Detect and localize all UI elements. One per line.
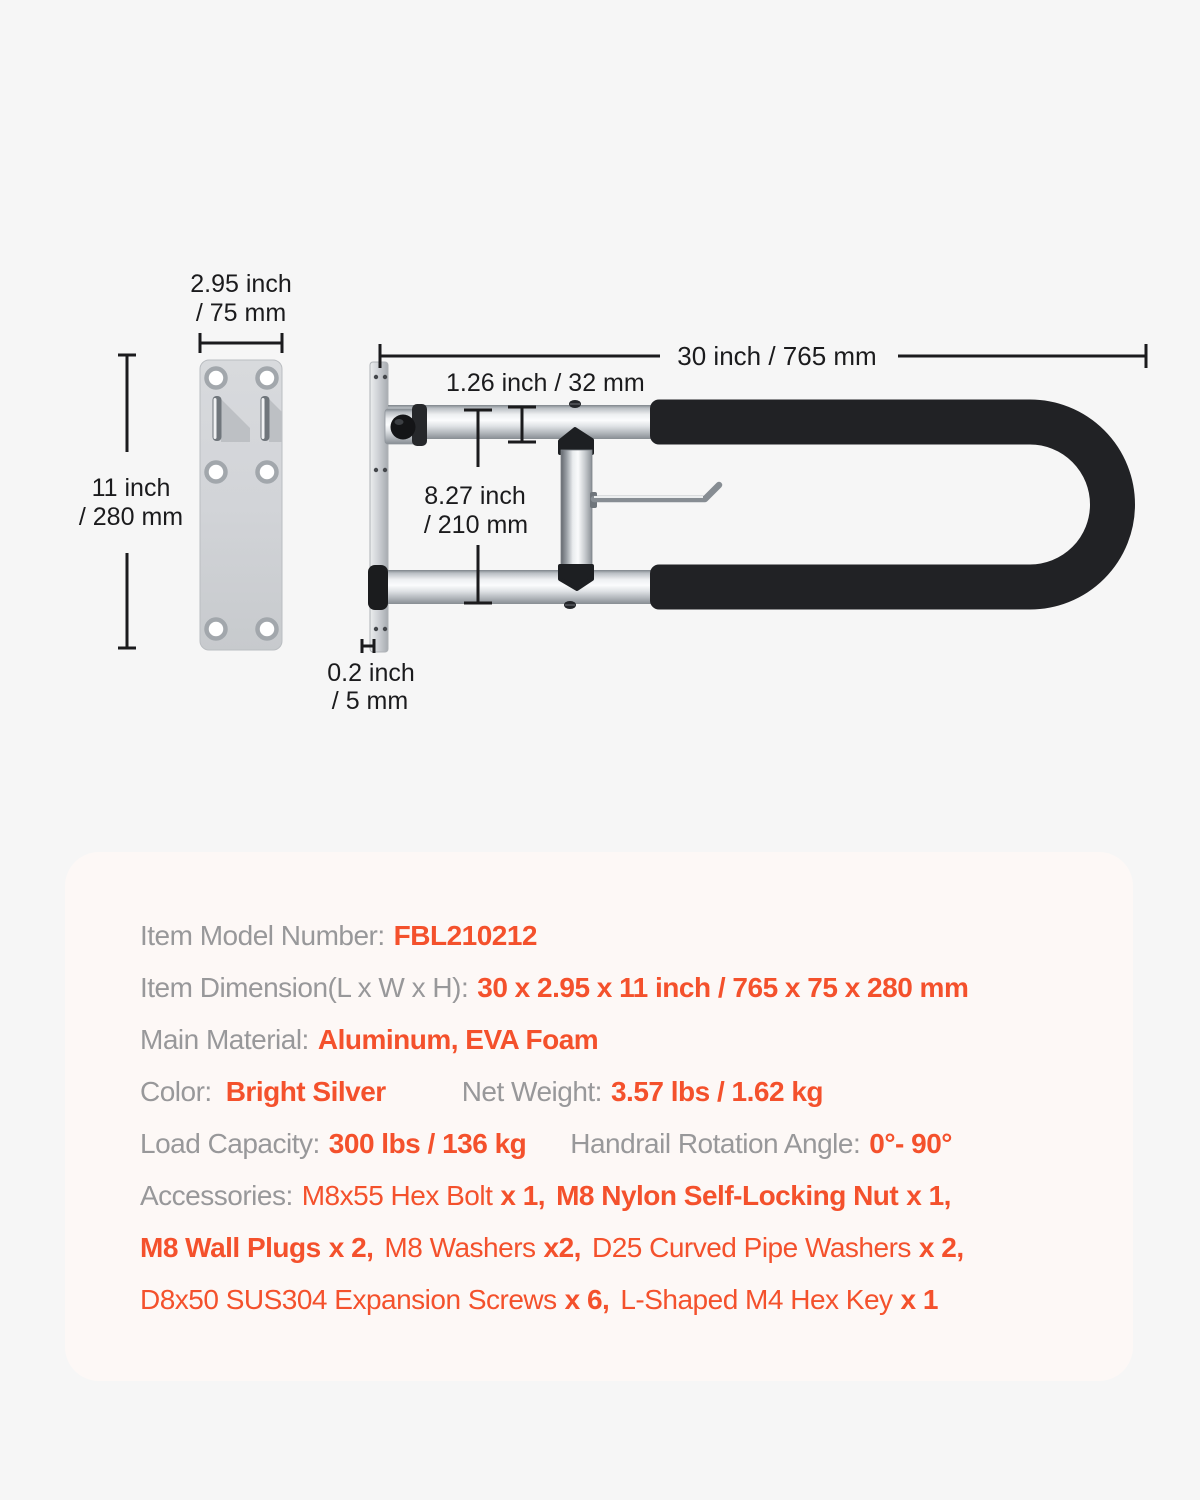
accessory-qty: x 1, <box>906 1180 951 1211</box>
model-label: Item Model Number: <box>140 920 385 951</box>
label-tube-gap-l2: / 210 mm <box>423 511 529 539</box>
dim-plate-width <box>200 333 282 353</box>
wall-plate-front-view <box>200 360 298 650</box>
dimension-value: 30 x 2.95 x 11 inch / 765 x 75 x 280 mm <box>477 972 969 1003</box>
accessory-qty: x 1, <box>500 1180 546 1211</box>
rotation-angle-value: 0°- 90° <box>869 1128 952 1159</box>
label-plate-width-l1: 2.95 inch <box>190 270 292 298</box>
accessory-qty: x 2, <box>918 1232 964 1263</box>
accessory-name: D8x50 SUS304 Expansion Screws <box>140 1284 557 1315</box>
material-value: Aluminum, EVA Foam <box>317 1024 599 1055</box>
label-plate-height-l1: 11 inch <box>91 474 171 502</box>
spec-row-model <box>140 910 1103 962</box>
label-bar-length: 30 inch / 765 mm <box>677 341 877 371</box>
accessory-name: M8 Washers <box>384 1232 536 1263</box>
spec-row-capacity-angle <box>140 1118 1103 1170</box>
specification-list <box>140 910 1103 1326</box>
load-capacity-value: 300 lbs / 136 kg <box>328 1128 527 1159</box>
accessory-qty: x 1 <box>900 1284 938 1315</box>
label-plate-width-l2: / 75 mm <box>195 299 287 327</box>
material-label: Main Material: <box>140 1024 309 1055</box>
label-plate-thickness-l1: 0.2 inch <box>327 659 415 687</box>
accessory-name: D25 Curved Pipe Washers <box>591 1232 911 1263</box>
accessory-name: L-Shaped M4 Hex Key <box>620 1284 893 1315</box>
hinge-assembly <box>385 404 427 446</box>
specification-card <box>65 852 1133 1381</box>
net-weight-value: 3.57 lbs / 1.62 kg <box>610 1076 823 1107</box>
accessories-label: Accessories: <box>140 1180 293 1211</box>
label-plate-height-l2: / 280 mm <box>78 503 184 531</box>
spec-row-color-weight <box>140 1066 1103 1118</box>
accessory-qty: x 2, <box>328 1232 374 1263</box>
dimension-label: Item Dimension(L x W x H): <box>140 972 469 1003</box>
spec-row-dimension <box>140 962 1103 1014</box>
accessory-name: M8 Wall Plugs <box>140 1232 321 1263</box>
load-capacity-label: Load Capacity: <box>140 1128 320 1159</box>
color-label: Color: <box>140 1076 212 1107</box>
tube-wall-bumper <box>368 565 388 610</box>
spec-row-accessories-3 <box>140 1274 1103 1326</box>
top-chrome-tube <box>388 405 670 439</box>
foam-u-bend <box>660 422 1113 587</box>
model-value: FBL210212 <box>393 920 538 951</box>
label-tube-gap-l1: 8.27 inch <box>424 482 526 510</box>
hinge-knob <box>391 415 416 440</box>
bottom-chrome-tube <box>388 570 670 604</box>
accessory-name: M8 Nylon Self-Locking Nut <box>556 1180 899 1211</box>
holder-post <box>561 450 592 570</box>
accessory-name: M8x55 Hex Bolt <box>301 1180 493 1211</box>
accessory-qty: x 6, <box>564 1284 610 1315</box>
spec-row-accessories-1 <box>140 1170 1103 1222</box>
accessory-qty: x2, <box>543 1232 581 1263</box>
label-plate-thickness-l2: / 5 mm <box>331 687 409 715</box>
rotation-angle-label: Handrail Rotation Angle: <box>570 1128 861 1159</box>
label-tube-diameter: 1.26 inch / 32 mm <box>446 369 645 397</box>
net-weight-label: Net Weight: <box>461 1076 602 1107</box>
color-value: Bright Silver <box>225 1076 386 1107</box>
spec-row-material <box>140 1014 1103 1066</box>
spec-row-accessories-2 <box>140 1222 1103 1274</box>
foam-grip <box>650 400 1113 610</box>
